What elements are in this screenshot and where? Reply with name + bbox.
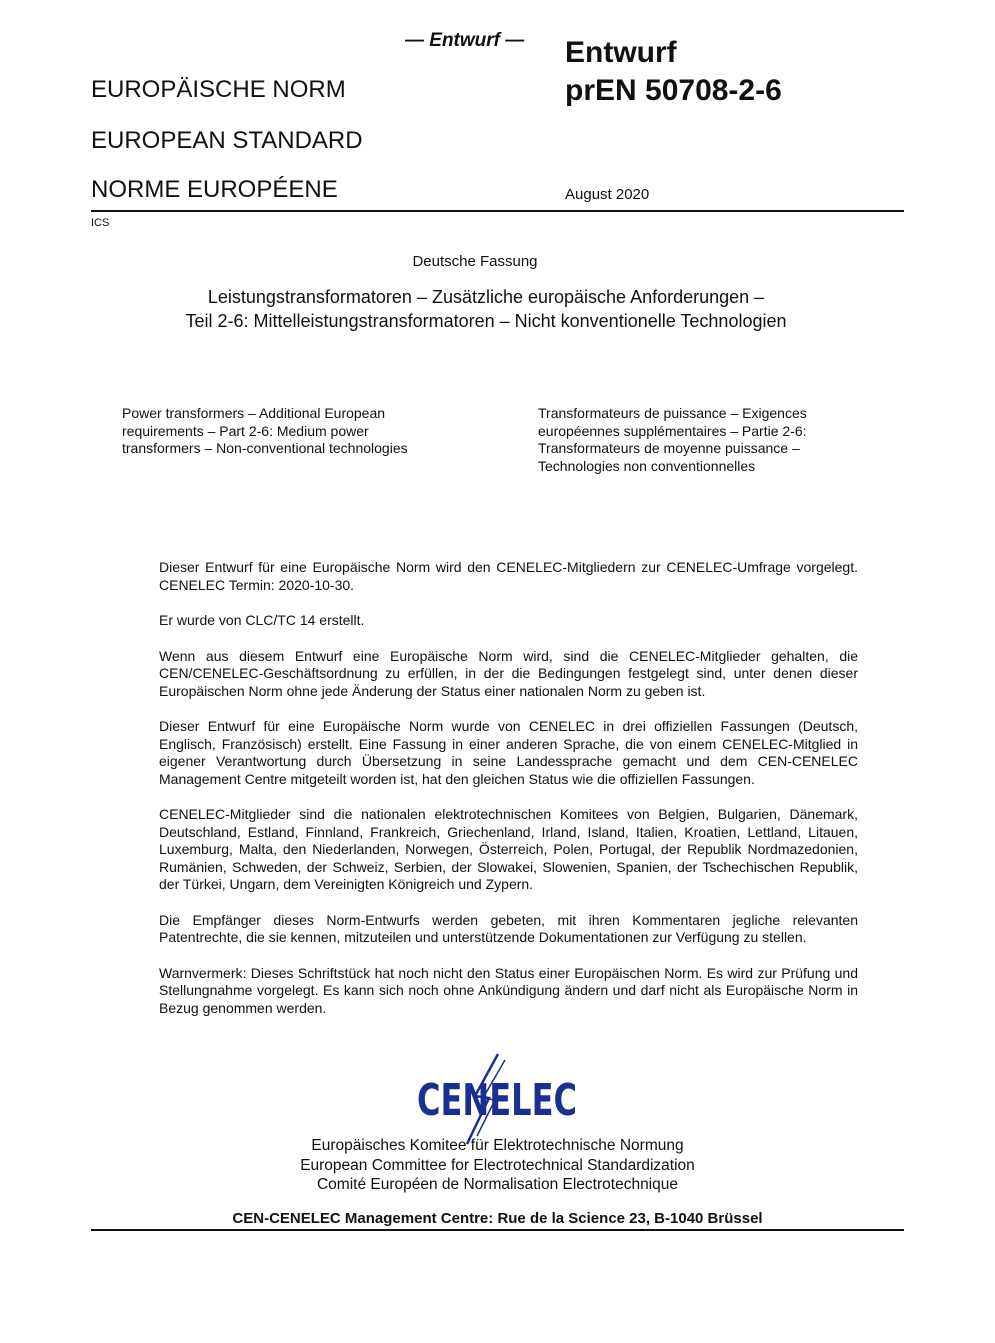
committee-names <box>0 1136 995 1195</box>
paragraph-enquiry: Dieser Entwurf für eine Europäische Norm wird den CENELEC-Mitgliedern zur CENELEC-Umfrage vorgelegt. CENELEC Termin: 2020-10-30. <box>159 559 858 593</box>
norm-name-de: EUROPÄISCHE NORM <box>91 76 346 103</box>
document-title <box>0 285 972 333</box>
management-centre-address: CEN-CENELEC Management Centre: Rue de la Science 23, B-1040 Brüssel <box>232 1210 763 1227</box>
publication-date: August 2020 <box>565 186 650 203</box>
committee-name-en: European Committee for Electrotechnical Standardization <box>300 1156 695 1174</box>
paragraph-patents: Die Empfänger dieses Norm-Entwurfs werden gebeten, mit ihren Kommentaren jegliche relevanten Patentrechte, die sie kennen, mitzuteilen und unterstützende Dokumentationen zur Verfügung zu stellen. <box>159 911 858 945</box>
committee-name-de: Europäisches Komitee für Elektrotechnische Normung <box>311 1137 684 1154</box>
paragraph-committee: Er wurde von CLC/TC 14 erstellt. <box>159 612 365 628</box>
norm-name-fr: NORME EUROPÉENE <box>91 176 338 203</box>
logo-text: CENELEC <box>417 1075 577 1126</box>
paragraph-members: CENELEC-Mitglieder sind die nationalen elektrotechnischen Komitees von Belgien, Bulgarien, Dänemark, Deutschland, Estland, Finnland, Frankreich, Griechenland, Irland, Island, Italien, Kroatien, Lettland, Litauen, Luxemburg, Malta, den Niederlanden, Norwegen, Österreich, Polen, Portugal, der Republik Nordmazedonien, Rumänien, Schweden, der Schweiz, Serbien, der Slowakei, Slowenien, Spanien, der Tschechischen Republik, der Türkei, Ungarn, dem Vereinigten Königreich und Zypern. <box>159 806 858 892</box>
title-english: Power transformers – Additional European requirements – Part 2-6: Medium power transformers – Non-conventional technologies <box>122 405 408 456</box>
cenelec-logo <box>415 1052 580 1132</box>
document-designation <box>565 34 782 110</box>
ics-label: ICS <box>91 217 110 229</box>
title-french: Transformateurs de puissance – Exigences européennes supplémentaires – Partie 2-6: Transformateurs de moyenne puissance – Technologies non conventionnelles <box>538 405 807 474</box>
draft-label: Entwurf <box>565 36 677 69</box>
header-divider <box>91 210 904 212</box>
footer-divider <box>91 1229 904 1231</box>
paragraph-warning: Warnvermerk: Dieses Schriftstück hat noch nicht den Status einer Europäischen Norm. Es wird zur Prüfung und Stellungnahme vorgelegt. Es kann sich noch ohne Ankündigung ändern und darf nicht als Europäische Norm in Bezug genommen werden. <box>159 964 858 1016</box>
committee-name-fr: Comité Européen de Normalisation Electrotechnique <box>316 1176 678 1193</box>
norm-name-en: EUROPEAN STANDARD <box>91 127 363 154</box>
document-number: prEN 50708-2-6 <box>565 74 782 107</box>
version-label: Deutsche Fassung <box>412 253 538 270</box>
title-line-1: Leistungstransformatoren – Zusätzliche europäische Anforderungen – <box>207 287 765 307</box>
body-text <box>159 559 858 1035</box>
paragraph-versions: Dieser Entwurf für eine Europäische Norm wurde von CENELEC in drei offiziellen Fassungen (Deutsch, Englisch, Französisch) erstellt. Eine Fassung in einer anderen Sprache, die von einem CENELEC-Mitglied in eigener Verantwortung durch Übersetzung in seine Landessprache gemacht und dem CEN-CENELEC Management Centre mitgeteilt worden ist, hat den gleichen Status wie die offiziellen Fassungen. <box>159 718 858 787</box>
draft-marker: — Entwurf — <box>405 30 525 51</box>
paragraph-regulations: Wenn aus diesem Entwurf eine Europäische Norm wird, sind die CENELEC-Mitglieder gehalten, die CEN/CENELEC-Geschäftsordnung zu erfüllen, in der die Bedingungen festgelegt sind, unter denen dieser Europäischen Norm ohne jede Änderung der Status einer nationalen Norm zu geben ist. <box>159 647 858 699</box>
title-line-2: Teil 2-6: Mittelleistungstransformatoren – Nicht konventionelle Technologien <box>185 311 787 331</box>
